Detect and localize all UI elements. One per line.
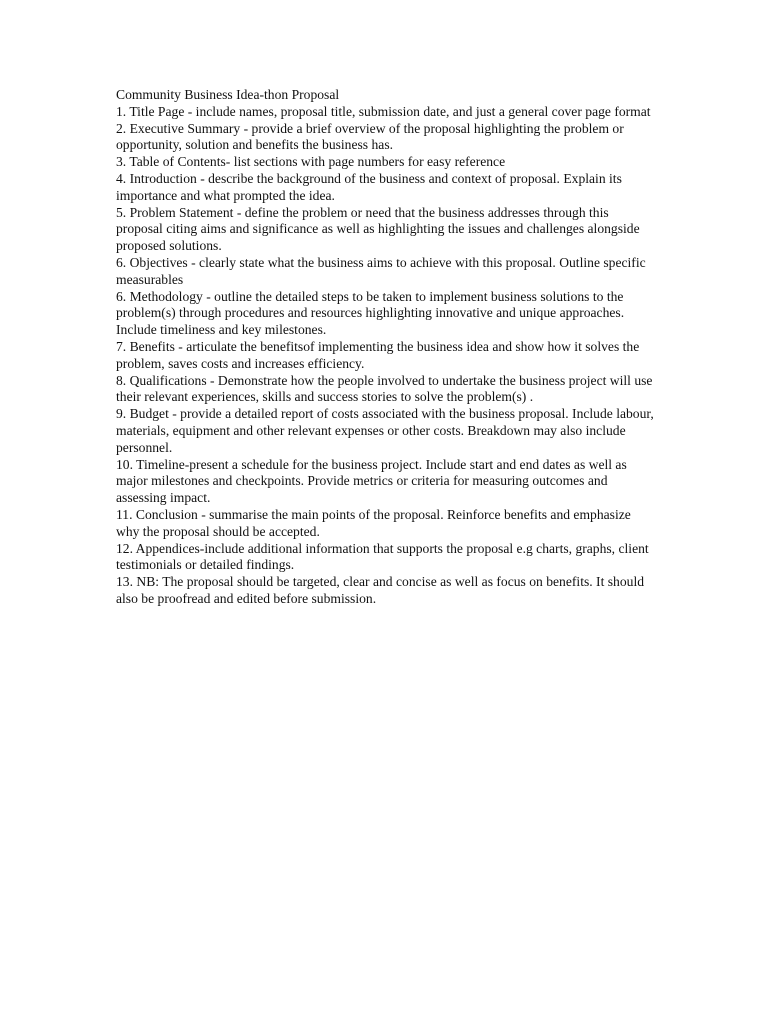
document-body [116,87,656,608]
list-item-appendices: 12. Appendices-include additional information that supports the proposal e.g charts, graphs, client testimonials or detailed findings. [116,540,649,573]
list-item-nb: 13. NB: The proposal should be targeted, clear and concise as well as focus on benefits. It should also be proofread and edited before submission. [116,574,645,606]
list-item-problem-statement: 5. Problem Statement - define the problem or need that the business addresses through this proposal citing aims and significance as well as highlighting the issues and challenges alongside proposed solutions. [116,204,640,254]
list-item-timeline: 10. Timeline-present a schedule for the business project. Include start and end dates as well as major milestones and checkpoints. Provide metrics or criteria for measuring outcomes and assessing impact. [116,456,627,506]
list-item-executive-summary: 2. Executive Summary - provide a brief overview of the proposal highlighting the problem or opportunity, solution and benefits the business has. [116,120,624,153]
list-item-benefits: 7. Benefits - articulate the benefitsof implementing the business idea and show how it solves the problem, saves costs and increases efficiency. [116,338,640,371]
document-title: Community Business Idea-thon Proposal [116,87,340,102]
list-item-budget: 9. Budget - provide a detailed report of costs associated with the business proposal. Include labour, materials, equipment and other relevant expenses or other costs. Breakdown may also include personnel. [116,406,654,455]
list-item-objectives: 6. Objectives - clearly state what the business aims to achieve with this proposal. Outline specific measurables [116,254,646,287]
list-item-introduction: 4. Introduction - describe the background of the business and context of proposal. Explain its importance and what prompted the idea. [116,170,622,203]
list-item-table-of-contents: 3. Table of Contents- list sections with page numbers for easy reference [116,154,506,170]
list-item-conclusion: 11. Conclusion - summarise the main points of the proposal. Reinforce benefits and emphasize why the proposal should be accepted. [116,506,631,539]
list-item-title-page: 1. Title Page - include names, proposal title, submission date, and just a general cover page format [116,103,651,119]
list-item-methodology: 6. Methodology - outline the detailed steps to be taken to implement business solutions to the problem(s) through procedures and resources highlighting innovative and unique approaches. Include timeliness and key milestones. [116,288,625,338]
list-item-qualifications: 8. Qualifications - Demonstrate how the people involved to undertake the business project will use their relevant experiences, skills and success stories to solve the problem(s) . [116,372,653,405]
